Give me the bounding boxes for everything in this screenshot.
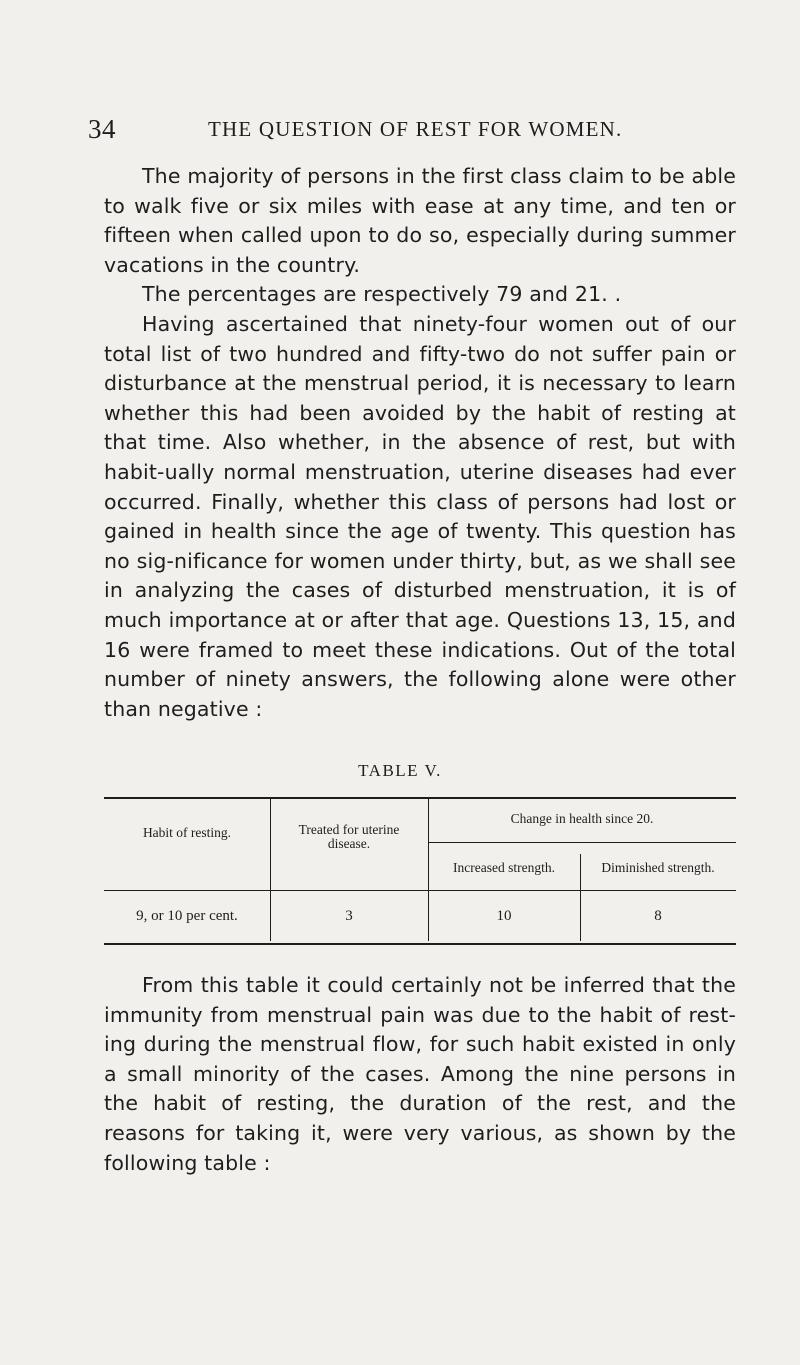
table-rule [104, 890, 736, 891]
header-treated-for-uterine-disease: Treated for uterine disease. [298, 822, 400, 851]
header-habit-of-resting: Habit of resting. [142, 825, 232, 840]
paragraph: From this table it could certainly not be inferred that the immunity from menstrual pain was due to the habit of rest-ing during the menstrual flow, for such habit existed in only a small minority of the cases. Among the nine persons in the habit of resting, the duration of the rest, and the reasons for taking it, were very various, as shown by the following table : [104, 973, 736, 1175]
table-rule [428, 842, 736, 843]
header-diminished-strength: Diminished strength. [601, 860, 715, 875]
header-change-in-health: Change in health since 20. [510, 811, 654, 826]
cell-diminished: 8 [654, 908, 662, 924]
cell-treated: 3 [345, 908, 353, 924]
page-header [88, 114, 748, 154]
header-increased-strength: Increased strength. [453, 860, 555, 875]
paragraph: The percentages are respectively 79 and 21. . [142, 282, 622, 307]
page-number: 34 [88, 114, 116, 144]
paragraph: Having ascertained that ninety-four women out of our total list of two hundred and fifty-two do not suffer pain or disturbance at the menstrual period, it is necessary to learn whether this had been avoided by the habit of resting at that time. Also whether, in the absence of rest, but with habit-ually normal menstruation, uterine diseases had ever occurred. Finally, whether this class of persons had lost or gained in health since the age of twenty. This question has no sig-nificance for women under thirty, but, as we shall see in analyzing the cases of disturbed menstruation, it is of much importance at or after that age. Questions 13, 15, and 16 were framed to meet these indications. Out of the total number of ninety answers, the following alone were other than negative : [104, 311, 736, 721]
data-table [104, 797, 736, 945]
table-title: TABLE V. [358, 761, 442, 780]
cell-habit: 9, or 10 per cent. [136, 908, 238, 924]
cell-increased: 10 [496, 908, 512, 924]
running-head: THE QUESTION OF REST FOR WOMEN. [208, 117, 623, 141]
paragraph: The majority of persons in the first class claim to be able to walk five or six miles with ease at any time, and ten or fifteen when called upon to do so, especially during summer vacations in the country. [104, 164, 736, 277]
body-text-bottom [104, 971, 736, 1178]
body-text-top [104, 162, 736, 724]
